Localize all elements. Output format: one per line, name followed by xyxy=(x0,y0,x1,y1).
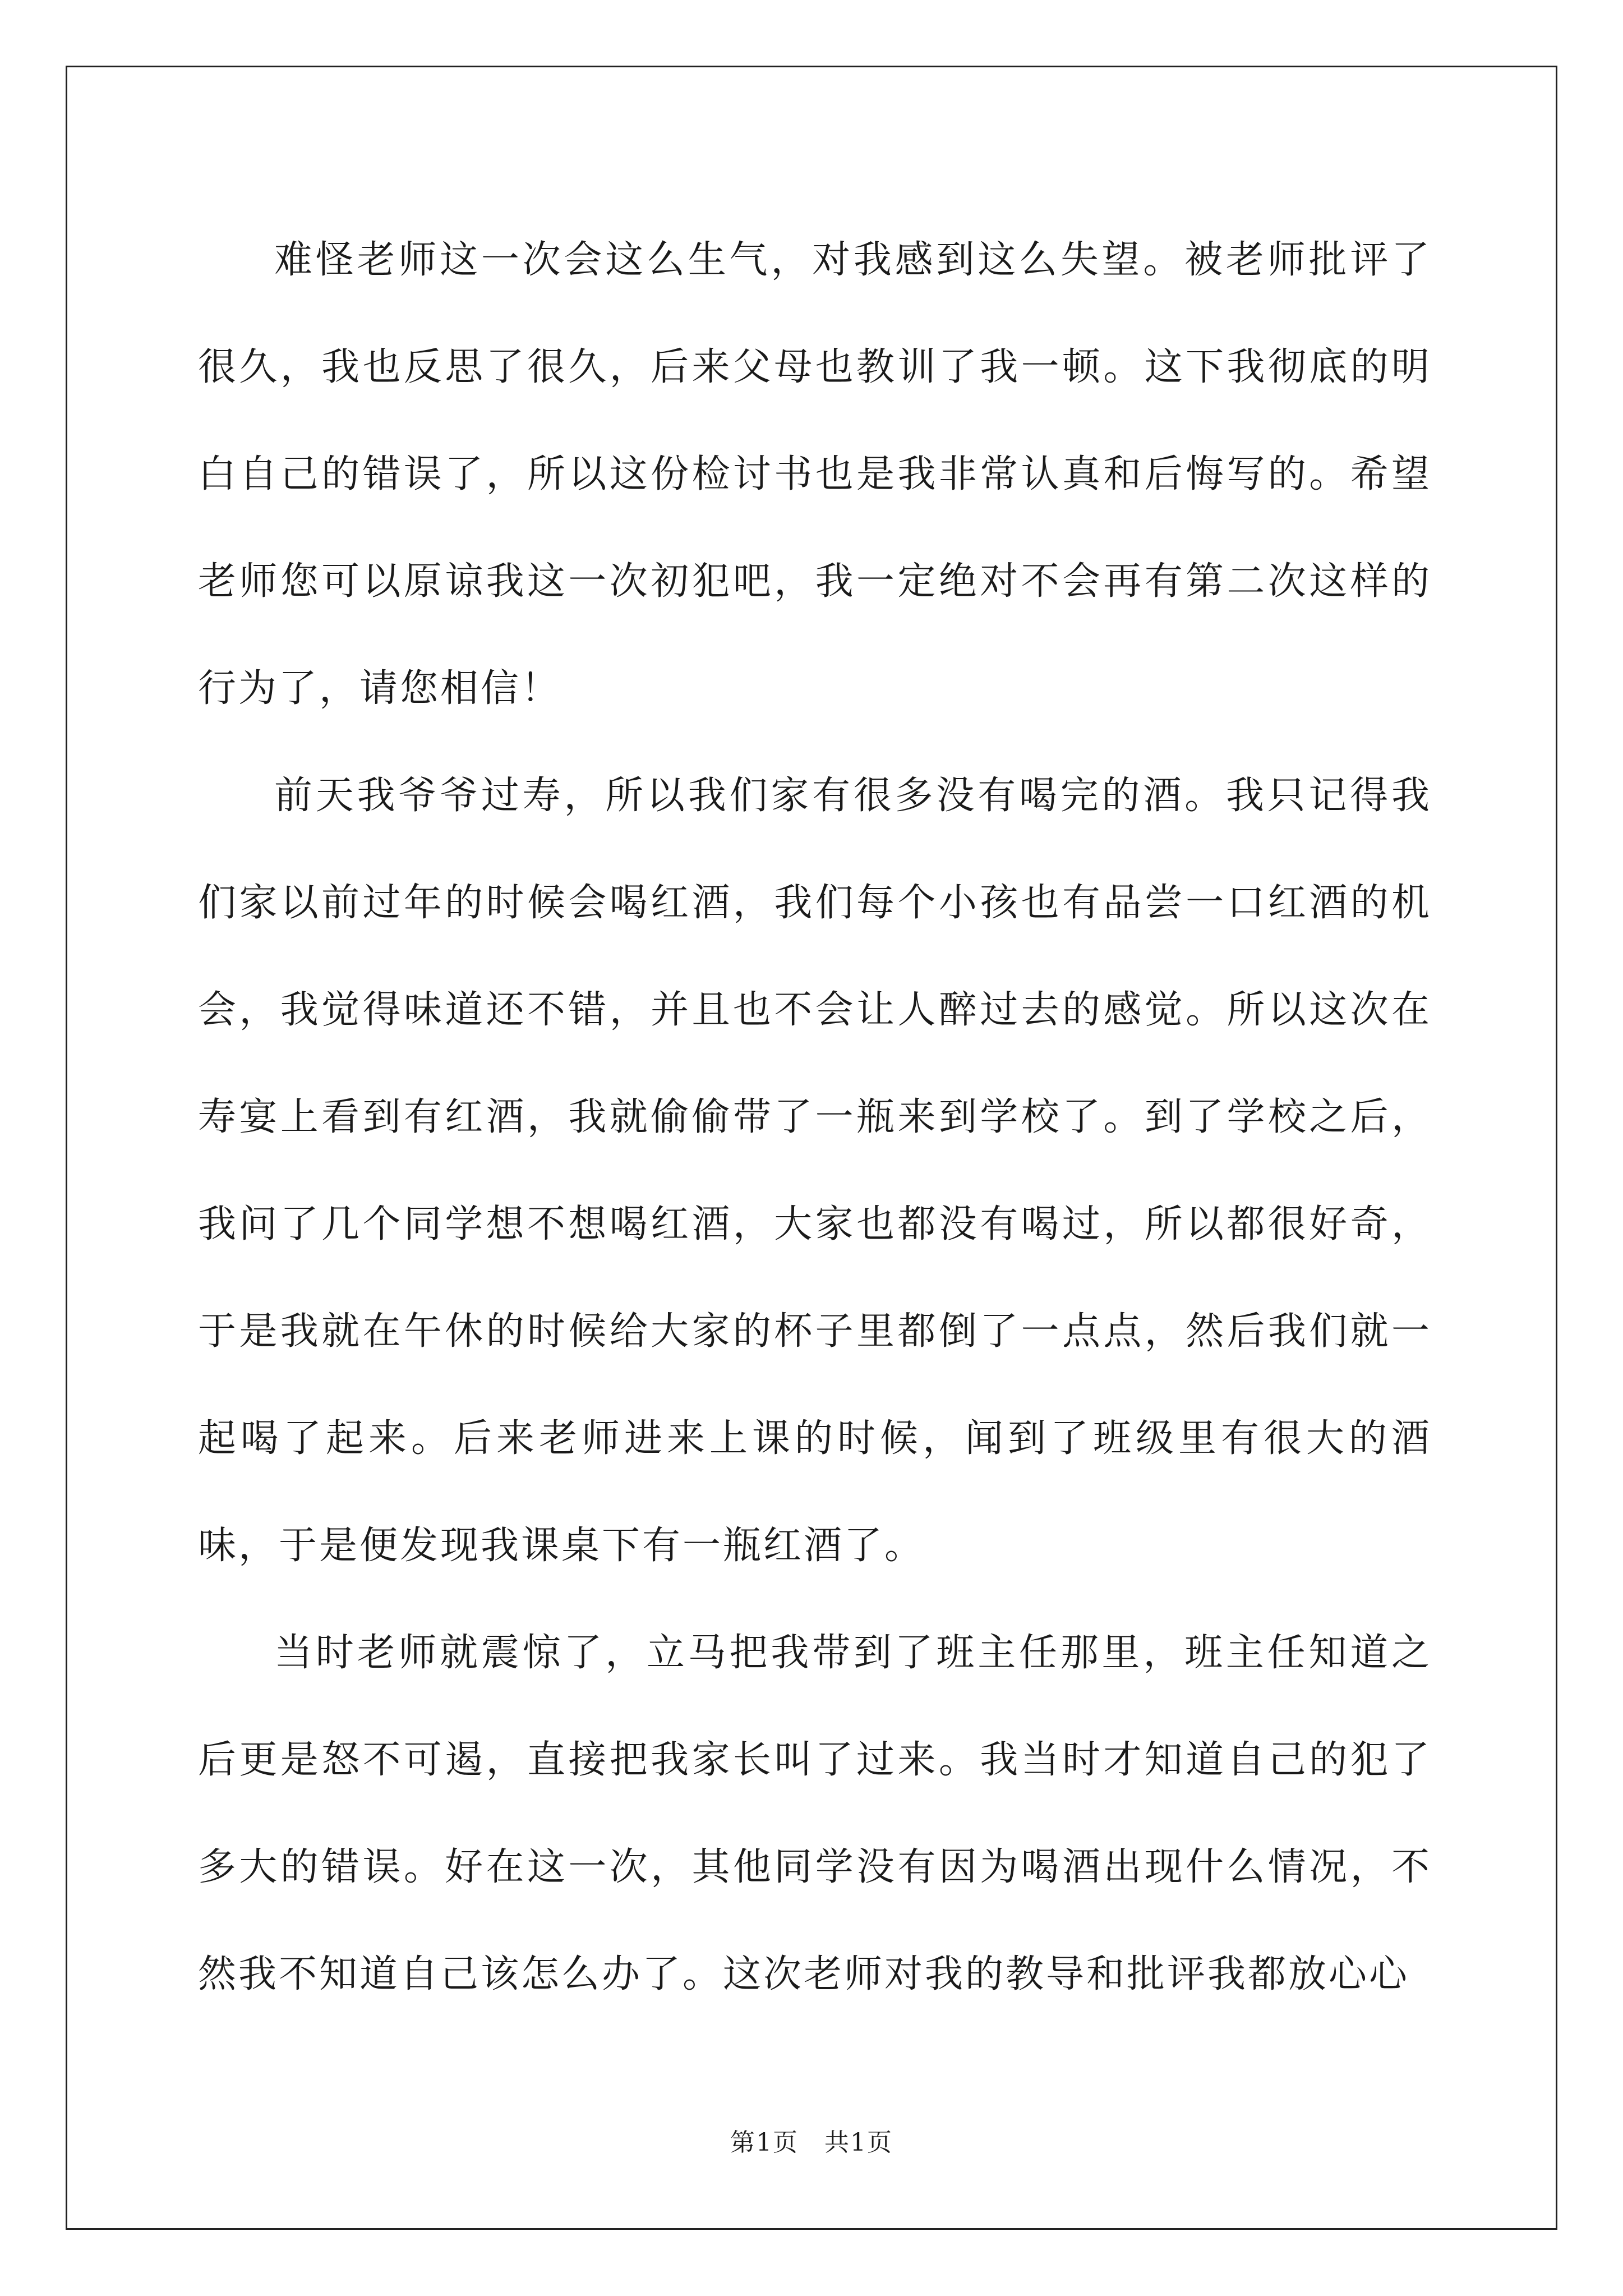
page-number-footer: 第1页 共1页 xyxy=(730,2128,893,2157)
paragraph-3: 当时老师就震惊了，立马把我带到了班主任那里，班主任知道之后更是怒不可遏，直接把我家长叫了过来。我当时才知道自己的犯了多大的错误。好在这一次，其他同学没有因为喝酒出现什么情况，不然我不知道自己该怎么办了。这次老师对我的教导和批评我都放心心 xyxy=(198,1631,1432,1996)
paragraph-1: 难怪老师这一次会这么生气，对我感到这么失望。被老师批评了很久，我也反思了很久，后来父母也教训了我一顿。这下我彻底的明白自己的错误了，所以这份检讨书也是我非常认真和后悔写的。希望老师您可以原谅我这一次初犯吧，我一定绝对不会再有第二次这样的行为了，请您相信！ xyxy=(198,238,1432,711)
document-body xyxy=(198,206,1432,2028)
paragraph-2: 前天我爷爷过寿，所以我们家有很多没有喝完的酒。我只记得我们家以前过年的时候会喝红酒，我们每个小孩也有品尝一口红酒的机会，我觉得味道还不错，并且也不会让人醉过去的感觉。所以这次在寿宴上看到有红酒，我就偷偷带了一瓶来到学校了。到了学校之后，我问了几个同学想不想喝红酒，大家也都没有喝过，所以都很好奇，于是我就在午休的时候给大家的杯子里都倒了一点点，然后我们就一起喝了起来。后来老师进来上课的时候，闻到了班级里有很大的酒味，于是便发现我课桌下有一瓶红酒了。 xyxy=(198,774,1432,1568)
